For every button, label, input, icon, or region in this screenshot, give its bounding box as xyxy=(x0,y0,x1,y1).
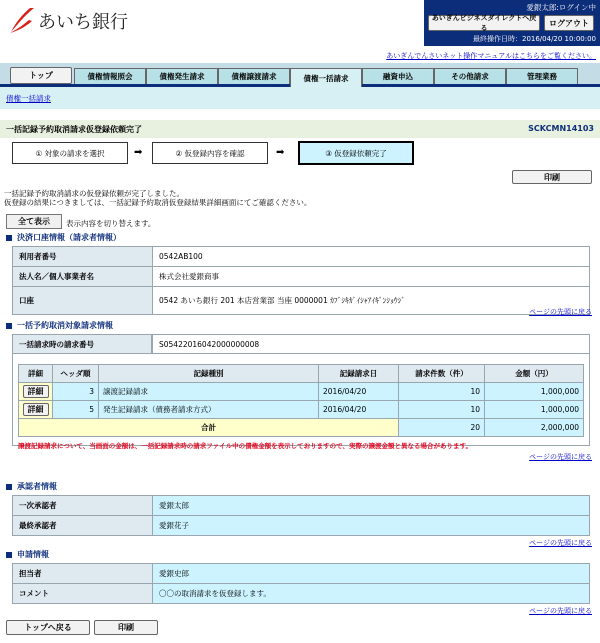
request-number-value: S05422016042000000008 xyxy=(152,334,590,354)
count-cell: 10 xyxy=(399,401,485,419)
page-top-link[interactable]: ページの先頭に戻る xyxy=(529,308,592,316)
screen-id: SCKCMN14103 xyxy=(528,124,594,133)
show-all-description: 表示内容を切り替えます。 xyxy=(66,219,156,228)
tab-bond-issuance[interactable]: 債権発生請求 xyxy=(146,68,218,84)
type-cell: 譲渡記録請求 xyxy=(99,383,319,401)
comment-value: 〇〇の取消請求を仮登録します。 xyxy=(153,584,590,604)
footer-print-button[interactable]: 印刷 xyxy=(94,620,158,635)
detail-button[interactable]: 詳細 xyxy=(23,403,49,416)
person-in-charge-label: 担当者 xyxy=(13,564,153,584)
final-approver-value: 愛銀花子 xyxy=(153,516,590,536)
subnav-strip xyxy=(0,87,600,109)
tab-loan-application[interactable]: 融資申込 xyxy=(362,68,434,84)
tab-other-requests[interactable]: その他請求 xyxy=(434,68,506,84)
section-marker-icon xyxy=(6,552,12,558)
bank-logo-icon xyxy=(8,6,36,36)
account-label: 口座 xyxy=(13,287,153,315)
completion-message-2: 仮登録の結果につきましては、一括記録予約取消仮登録結果詳細画面にてご確認ください。 xyxy=(4,198,312,207)
detail-cell xyxy=(19,401,53,419)
page-title: 一括記録予約取消請求仮登録依頼完了 xyxy=(6,125,142,134)
amount-cell: 1,000,000 xyxy=(485,401,584,419)
step-arrow-icon: ➡ xyxy=(134,147,143,158)
account-section-label: 決済口座情報（請求者情報） xyxy=(17,233,121,242)
applicant-section-title xyxy=(6,549,49,560)
col-amount: 金額（円） xyxy=(485,365,584,383)
user-number-label: 利用者番号 xyxy=(13,247,153,267)
approver-section-title xyxy=(6,481,57,492)
tab-bulk-request[interactable]: 債権一括請求 xyxy=(290,68,362,87)
date-cell: 2016/04/20 xyxy=(319,401,399,419)
col-record-date: 記録請求日 xyxy=(319,365,399,383)
tab-bond-transfer[interactable]: 債権譲渡請求 xyxy=(218,68,290,84)
total-label: 合計 xyxy=(19,419,399,437)
logout-button[interactable]: ログアウト xyxy=(544,15,594,31)
business-direct-button[interactable]: あいぎんビジネスダイレクトへ戻る xyxy=(428,15,540,31)
show-all-button[interactable]: 全て表示 xyxy=(6,214,62,229)
target-section-title xyxy=(6,320,113,331)
amount-cell: 1,000,000 xyxy=(485,383,584,401)
person-in-charge-value: 愛銀史郎 xyxy=(153,564,590,584)
final-approver-label: 最終承認者 xyxy=(13,516,153,536)
date-cell: 2016/04/20 xyxy=(319,383,399,401)
manual-link[interactable]: あいぎんでんさいネット操作マニュアルはこちらをご覧ください。 xyxy=(386,52,596,60)
total-row xyxy=(19,419,584,437)
step-1: ① 対象の請求を選択 xyxy=(12,142,128,164)
type-cell: 発生記録請求（債務者請求方式） xyxy=(99,401,319,419)
table-row xyxy=(13,267,590,287)
table-row xyxy=(13,584,590,604)
table-row xyxy=(19,383,584,401)
page-top-link[interactable]: ページの先頭に戻る xyxy=(529,453,592,461)
table-row xyxy=(13,516,590,536)
amount-note: 譲渡記録請求について、当画面の金額は、一括記録請求時の請求ファイル中の債権金額を表示しておりますので、実際の譲渡金額と異なる場合があります。 xyxy=(18,442,472,450)
top-button[interactable]: トップ xyxy=(10,67,72,84)
approver-section-label: 承認者情報 xyxy=(17,482,57,491)
page-top-link[interactable]: ページの先頭に戻る xyxy=(529,539,592,547)
page-top-link[interactable]: ページの先頭に戻る xyxy=(529,607,592,615)
comment-label: コメント xyxy=(13,584,153,604)
target-requests-table xyxy=(18,364,584,437)
breadcrumb[interactable]: 債権一括請求 xyxy=(6,94,51,103)
step-2: ② 仮登録内容を確認 xyxy=(152,142,268,164)
company-name-value: 株式会社愛銀商事 xyxy=(153,267,590,287)
approver-table xyxy=(12,495,590,536)
count-cell: 10 xyxy=(399,383,485,401)
step-3-current: ③ 仮登録依頼完了 xyxy=(298,141,414,165)
applicant-section-label: 申請情報 xyxy=(17,550,49,559)
user-number-value: 0542AB100 xyxy=(153,247,590,267)
first-approver-label: 一次承認者 xyxy=(13,496,153,516)
company-name-label: 法人名／個人事業者名 xyxy=(13,267,153,287)
print-button[interactable]: 印刷 xyxy=(512,170,592,184)
last-operation-time: 最終操作日時：2016/04/20 10:00:00 xyxy=(472,35,596,43)
col-detail: 詳細 xyxy=(19,365,53,383)
applicant-table xyxy=(12,563,590,604)
request-number-label: 一括請求時の請求番号 xyxy=(12,334,152,354)
bank-logo-text: あいち銀行 xyxy=(38,12,128,33)
login-status: 愛銀太郎:ログイン中 xyxy=(526,3,596,12)
total-count: 20 xyxy=(399,419,485,437)
col-record-type: 記録種別 xyxy=(99,365,319,383)
detail-button[interactable]: 詳細 xyxy=(23,385,49,398)
tab-management[interactable]: 管理業務 xyxy=(506,68,578,84)
section-marker-icon xyxy=(6,484,12,490)
order-cell: 5 xyxy=(53,401,99,419)
account-section-title xyxy=(6,232,121,243)
completion-message-1: 一括記録予約取消請求の仮登録依頼が完了しました。 xyxy=(4,189,184,198)
target-section-label: 一括予約取消対象請求情報 xyxy=(17,321,113,330)
col-header-order: ヘッダ順 xyxy=(53,365,99,383)
back-to-top-button[interactable]: トップへ戻る xyxy=(6,620,90,635)
table-row xyxy=(13,564,590,584)
table-row xyxy=(19,401,584,419)
table-row xyxy=(13,496,590,516)
step-arrow-icon: ➡ xyxy=(276,147,285,158)
section-marker-icon xyxy=(6,323,12,329)
total-amount: 2,000,000 xyxy=(485,419,584,437)
detail-cell xyxy=(19,383,53,401)
col-count: 請求件数（件） xyxy=(399,365,485,383)
table-row xyxy=(13,247,590,267)
order-cell: 3 xyxy=(53,383,99,401)
first-approver-value: 愛銀太郎 xyxy=(153,496,590,516)
tab-bond-inquiry[interactable]: 債権情報照会 xyxy=(74,68,146,84)
table-header-row xyxy=(19,365,584,383)
account-info-table xyxy=(12,246,590,315)
account-value: 0542 あいち銀行 201 本店営業部 当座 0000001 ｶﾌﾞｼｷｶﾞｲｼｬｱｲｷﾞﾝｼｮｳｼﾞ xyxy=(153,287,590,315)
section-marker-icon xyxy=(6,235,12,241)
